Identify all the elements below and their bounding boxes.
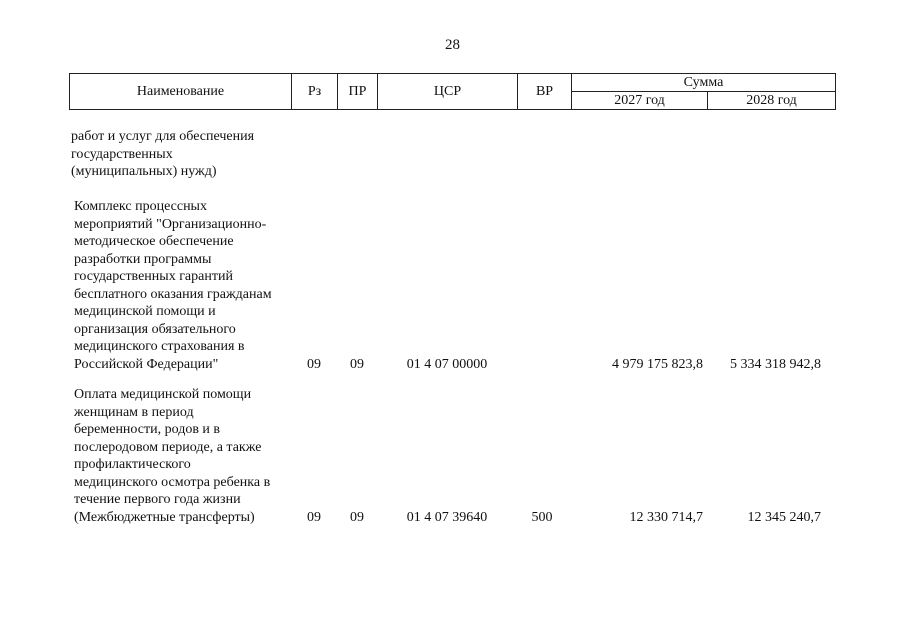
row-csr: 01 4 07 39640 bbox=[406, 509, 488, 525]
table-row bbox=[69, 198, 835, 373]
header-csr: ЦСР bbox=[378, 74, 518, 110]
row-sum-2028: 12 345 240,7 bbox=[747, 509, 821, 525]
row-rz: 09 bbox=[307, 509, 321, 525]
table-header bbox=[69, 73, 836, 110]
row-sum-2027: 4 979 175 823,8 bbox=[612, 356, 703, 372]
row-name: работ и услуг для обеспечения государственных (муниципальных) нужд) bbox=[71, 129, 255, 179]
row-vr: 500 bbox=[531, 509, 553, 525]
table-row bbox=[69, 128, 835, 181]
header-year-2028: 2028 год bbox=[708, 92, 836, 110]
header-pr: ПР bbox=[338, 74, 378, 110]
row-name: Оплата медицинской помощи женщинам в период беременности, родов и в послеродовом периоде, а также профилактического медицинского осмотра ребенка в течение первого года жизни (Межбюджетные трансферты) bbox=[74, 387, 271, 525]
row-sum-2028: 5 334 318 942,8 bbox=[730, 356, 821, 372]
row-pr: 09 bbox=[350, 509, 364, 525]
page-number: 28 bbox=[445, 37, 460, 53]
row-rz: 09 bbox=[307, 356, 321, 372]
header-name: Наименование bbox=[70, 74, 292, 110]
header-sum: Сумма bbox=[572, 74, 836, 92]
row-sum-2027: 12 330 714,7 bbox=[629, 509, 703, 525]
header-year-2027: 2027 год bbox=[572, 92, 708, 110]
row-pr: 09 bbox=[350, 356, 364, 372]
header-rz: Рз bbox=[292, 74, 338, 110]
header-vr: ВР bbox=[518, 74, 572, 110]
row-csr: 01 4 07 00000 bbox=[406, 356, 488, 372]
row-name: Комплекс процессных мероприятий "Организационно- методическое обеспечение разработки программы государственных гарантий бесплатного оказания гражданам медицинской помощи и организация обязательного медицинского страхования в Российской Федерации" bbox=[74, 199, 272, 372]
table-row bbox=[69, 386, 835, 526]
